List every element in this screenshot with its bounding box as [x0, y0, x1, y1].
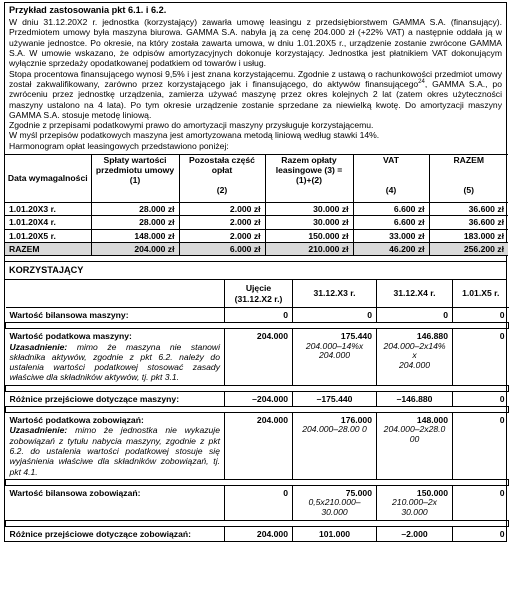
schedule-header-cell: VAT (4)	[353, 155, 429, 203]
column-header: 31.12.X3 r.	[293, 280, 377, 307]
table-row: Wartość bilansowa zobowiązań: 0 75.000 0,5x210.000– 30.000 150.000 210.000–2x 30.000 0	[6, 485, 509, 520]
table-row: Wartość bilansowa maszyny: 0 0 0 0	[6, 307, 509, 322]
schedule-header-cell: Razem opłaty leasingowe (3) = (1)+(2)	[265, 155, 353, 203]
table-row: Wartość podatkowa zobowiązań: Uzasadnienie: mimo że jednostka nie wykazuje zobowiązań z tytułu nabycia maszyny, zgodnie z pkt 6.2. do ustalenia wartości podatkowej stosuje się wyjaśnienia właściwe dla składników zobowiązań, tj. pkt 4.1. 204.000 176.000 204.000–28.00 0 148.000 204.000–2x28.0 00 0	[6, 413, 509, 480]
table-row: Różnice przejściowe dotyczące maszyny: –204.000 –175.440 –146.880 0	[6, 391, 509, 406]
row-label: Wartość podatkowa maszyny: Uzasadnienie: mimo że maszyna nie stanowi składnika aktywów, zgodnie z pkt 6.2. należy do ustalenia wartości podatkowej stosować zasady właściwe dla składników aktywów, tj. pkt 3.1.	[6, 329, 225, 386]
schedule-header-cell: Spłaty wartości przedmiotu umowy (1)	[91, 155, 179, 203]
example-paragraph-2: Stopa procentowa finansującego wynosi 9,5% i jest znana korzystającemu. Zgodnie z ustawą o rachunkowości przedmiot umowy został zakwalifikowany, zarówno przez korzystającego jak i finansującego, do aktywów finansującego$^{24}$, GAMMA S.A., po zwróceniu przez jednostkę urządzenia, zamierza używać maszynę przez okres kolejnych 2 lat (zatem okres użyteczności maszyny ustalono na 4 lata). Po tym okresie urządzenie zostanie sprzedane za niewielką kwotę. Do amortyzacji maszyny GAMMA S.A. stosuje metodę liniową.	[9, 68, 502, 120]
row-label: Wartość bilansowa maszyny:	[6, 307, 225, 322]
column-header: 31.12.X4 r.	[377, 280, 453, 307]
korzystajacy-section	[5, 262, 506, 541]
schedule-header-cell: Pozostała część opłat (2)	[179, 155, 265, 203]
example-paragraph-4: W myśl przepisów podatkowych maszyna jest amortyzowana metodą liniową według stawki 14%.	[9, 130, 380, 141]
row-label: Wartość podatkowa zobowiązań: Uzasadnienie: mimo że jednostka nie wykazuje zobowiązań z tytułu nabycia maszyny, zgodnie z pkt 6.2. do ustalenia wartości podatkowej stosuje się wyjaśnienia właściwe dla składników zobowiązań, tj. pkt 4.1.	[6, 413, 225, 480]
row-label: Różnice przejściowe dotyczące maszyny:	[6, 391, 225, 406]
table-row: Różnice przejściowe dotyczące zobowiązań: 204.000 101.000 –2.000 0	[6, 527, 509, 542]
example-box	[5, 3, 506, 154]
column-header: 1.01.X5 r.	[453, 280, 509, 307]
schedule-header-cell: RAZEM (5)	[429, 155, 508, 203]
korzystajacy-header-row	[6, 280, 509, 307]
table-row: 1.01.20X4 r. 28.000 zł 2.000 zł 30.000 zł 6.600 zł 36.600 zł	[5, 216, 508, 229]
row-label: Różnice przejściowe dotyczące zobowiązań:	[6, 527, 225, 542]
table-row: 1.01.20X5 r. 148.000 zł 2.000 zł 150.000 zł 33.000 zł 183.000 zł	[5, 229, 508, 242]
schedule-header-row	[5, 155, 508, 203]
row-label: Wartość bilansowa zobowiązań:	[6, 485, 225, 520]
document-page	[4, 2, 507, 542]
schedule-total-row: RAZEM 204.000 zł 6.000 zł 210.000 zł 46.200 zł 256.200 zł	[5, 243, 508, 256]
example-paragraph-5: Harmonogram opłat leasingowych przedstawiono poniżej:	[9, 140, 229, 151]
footnote-ref: 24	[418, 79, 425, 86]
table-row: 1.01.20X3 r. 28.000 zł 2.000 zł 30.000 zł 6.600 zł 36.600 zł	[5, 203, 508, 216]
example-paragraph-1: W dniu 31.12.20X2 r. jednostka (korzystający) zawarła umowę leasingu z przedsiębiorstwem GAMMA S.A. (finansujący). Przedmiotem umowy była maszyna biurowa. GAMMA S.A. nabyła ją za cenę 204.000 zł (+22% VAT) a następnie oddała ją w używanie jednostce. Po okresie, na który została zawarta umowa, w dniu 1.01.20X5 r., urządzenie zostanie zwrócone GAMMA S.A. W umowie wskazano, że odpisów amortyzacyjnych dokonuje korzystający. Jednostka jest płatnikiem VAT dokonującym wyłącznie sprzedaży opodatkowanej podatkiem od towarów i usług.	[9, 17, 502, 69]
korzystajacy-title: KORZYSTAJĄCY	[5, 262, 506, 280]
table-row: Wartość podatkowa maszyny: Uzasadnienie: mimo że maszyna nie stanowi składnika aktywów, zgodnie z pkt 6.2. należy do ustalenia wartości podatkowej stosować zasady właściwe dla składników aktywów, tj. pkt 3.1. 204.000 175.440 204.000–14%x 204.000 146.880 204.000–2x14% x 204.000 0	[6, 329, 509, 386]
justification-note: Uzasadnienie: mimo że maszyna nie stanowi składnika aktywów, zgodnie z pkt 6.2. należy do ustalenia wartości podatkowej stosować zasady właściwe dla składników aktywów, tj. pkt 3.1.	[9, 341, 220, 383]
justification-note: Uzasadnienie: mimo że jednostka nie wykazuje zobowiązań z tytułu nabycia maszyny, zgodnie z pkt 6.2. do ustalenia wartości podatkowej stosuje się wyjaśnienia właściwe dla składników zobowiązań, tj. pkt 4.1.	[9, 425, 220, 477]
schedule-header-cell: Data wymagalności	[5, 155, 91, 203]
example-paragraph-3: Zgodnie z przepisami podatkowymi prawo do amortyzacji maszyny przysługuje korzystającemu.	[9, 120, 374, 131]
lease-schedule-table	[5, 154, 508, 256]
korzystajacy-table	[5, 280, 509, 541]
column-header: Ujęcie (31.12.X2 r.)	[225, 280, 293, 307]
header-blank	[6, 280, 225, 307]
example-heading: Przykład zastosowania pkt 6.1. i 6.2.	[9, 5, 167, 15]
